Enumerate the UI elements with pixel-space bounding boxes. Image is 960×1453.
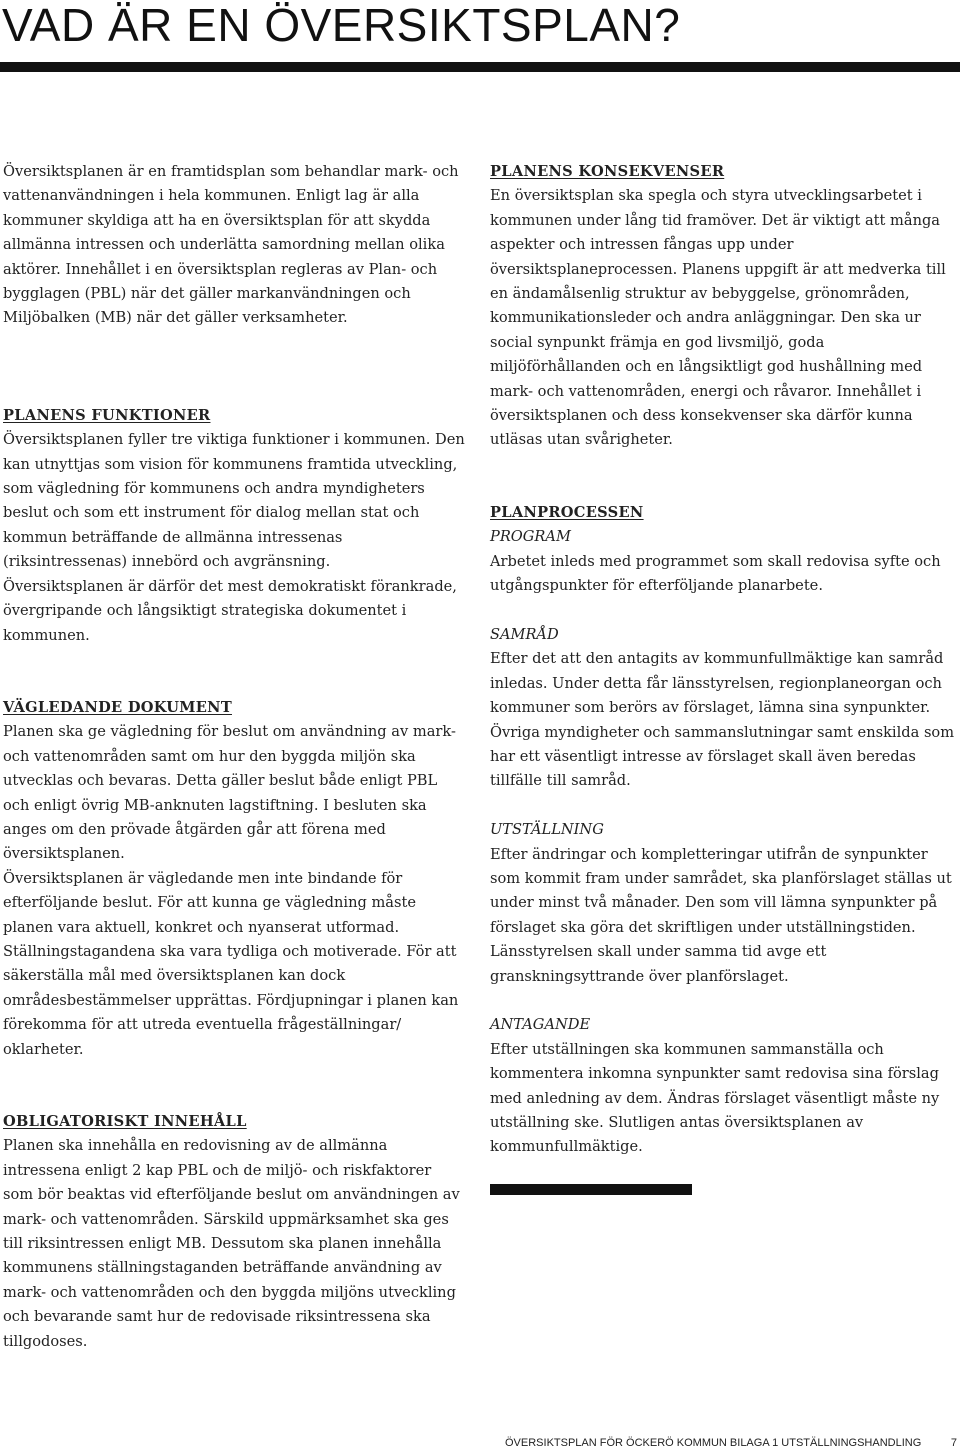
page-footer — [505, 1437, 957, 1449]
left-column — [3, 160, 466, 1354]
phase-title: UTSTÄLLNING — [490, 821, 604, 839]
phase-title: SAMRÅD — [490, 625, 559, 643]
phase-title: ANTAGANDE — [490, 1016, 591, 1034]
section-planens-funktioner — [3, 404, 466, 648]
phase-body: Efter det att den antagits av kommunfullmäktige kan samråd inledas. Under detta får länsstyrelsen, regionplaneorgan och kommuner som berörs av förslaget, lämna sina synpunkter. Övriga myndigheter och sammanslutningar samt enskilda som har ett väsentligt intresse av förslaget skall även beredas tillfälle till samråd. — [490, 650, 955, 790]
section-planens-konsekvenser — [490, 160, 957, 453]
end-bar — [490, 1184, 692, 1195]
title-rule — [0, 62, 960, 72]
phase-program — [490, 525, 957, 598]
section-obligatoriskt-innehall — [3, 1110, 466, 1354]
phase-body: Efter utställningen ska kommunen sammanställa och kommentera inkomna synpunkter samt redovisa sina förslag med anledning av dem. Ändras förslaget väsentligt måste ny utställning ske. Slutligen antas översiktsplanen av kommunfullmäktige. — [490, 1040, 940, 1156]
right-column — [490, 160, 957, 1195]
page-title: VAD ÄR EN ÖVERSIKTSPLAN? — [2, 0, 681, 51]
phase-body: Efter ändringar och kompletteringar utifrån de synpunkter som kommit fram under samrådet, ska planförslaget ställas ut under minst två månader. Den som vill lämna synpunkter på förslaget ska göra det skriftligen under utställningstiden. Länsstyrelsen skall under samma tid avge ett granskningsyttrande över planförslaget. — [490, 845, 952, 985]
phase-samrad — [490, 623, 957, 794]
phase-utstallning — [490, 818, 957, 989]
section-planprocessen — [490, 501, 957, 1160]
section-heading: PLANENS FUNKTIONER — [3, 406, 211, 424]
section-heading: OBLIGATORISKT INNEHÅLL — [3, 1113, 247, 1130]
section-heading: PLANENS KONSEKVENSER — [490, 163, 725, 180]
footer-text: ÖVERSIKTSPLAN FÖR ÖCKERÖ KOMMUN BILAGA 1 UTSTÄLLNINGSHANDLING — [505, 1437, 922, 1449]
page-number: 7 — [950, 1437, 957, 1449]
body-paragraph: Översiktsplanen är därför det mest demokratiskt förankrade, övergripande och långsiktigt strategiska dokumentet i kommunen. — [3, 577, 457, 644]
body-paragraph: Översiktsplanen fyller tre viktiga funktioner i kommunen. Den kan utnyttjas som vision för kommunens framtida utveckling, som vägledning för kommunens och andra myndigheters beslut och som ett instrument för dialog mellan stat och kommun beträffande de allmänna intressenas (riksintressenas) innebörd och avgränsning. — [3, 431, 465, 571]
phase-antagande — [490, 1013, 957, 1159]
section-heading: VÄGLEDANDE DOKUMENT — [3, 698, 232, 716]
body-paragraph: En översiktsplan ska spegla och styra utvecklingsarbetet i kommunen under lång tid framöver. Det är viktigt att många aspekter och intressen fångas upp under översiktsplaneprocessen. Planens uppgift är att medverka till en ändamålsenlig struktur av bebyggelse, grönområden, kommunikationsleder och andra anläggningar. Den ska ur social synpunkt främja en god livsmiljö, goda miljöförhållanden och en långsiktligt god hushållning med mark- och vattenområden, energi och råvaror. Innehållet i översiktsplanen och dess konsekvenser ska därför kunna utläsas utan svårigheter. — [490, 187, 946, 449]
section-heading: PLANPROCESSEN — [490, 503, 644, 521]
intro-paragraph: Översiktsplanen är en framtidsplan som behandlar mark- och vattenanvändningen i hela kommunen. Enligt lag är alla kommuner skyldiga att ha en översiktsplan för att skydda allmänna intressen och underlätta samordning mellan olika aktörer. Innehållet i en översiktsplan regleras av Plan- och bygglagen (PBL) när det gäller markanvändningen och Miljöbalken (MB) när det gäller verksamheter. — [3, 163, 459, 327]
section-vagledande-dokument — [3, 696, 466, 1062]
body-paragraph: Planen ska ge vägledning för beslut om användning av mark- och vattenområden samt om hur den byggda miljön ska utvecklas och bevaras. Detta gäller beslut både enligt PBL och enligt övrig MB-anknuten lagstiftning. I besluten ska anges om den prövade åtgärden går att förena med översiktsplanen. — [3, 723, 456, 863]
phase-body: Arbetet inleds med programmet som skall redovisa syfte och utgångspunkter för efterföljande planarbete. — [490, 552, 941, 595]
phase-title: PROGRAM — [490, 528, 571, 546]
body-paragraph: Översiktsplanen är vägledande men inte bindande för efterföljande beslut. För att kunna ge vägledning måste planen vara aktuell, konkret och nyanserat utformad. Ställningstagandena ska vara tydliga och motiverade. För att säkerställa mål med översiktsplanen kan dock områdesbestämmelser upprättas. Fördjupningar i planen kan förekomma för att utreda eventuella frågeställningar/ oklarheter. — [3, 869, 459, 1058]
body-paragraph: Planen ska innehålla en redovisning av de allmänna intressena enligt 2 kap PBL och de miljö- och riskfaktorer som bör beaktas vid efterföljande beslut om användningen av mark- och vattenområden. Särskild uppmärksamhet ska ges till riksintressen enligt MB. Dessutom ska planen innehålla kommunens ställningstaganden beträffande användning av mark- och vattenområden och den byggda miljöns utveckling och bevarande samt hur de redovisade riksintressena ska tillgodoses. — [3, 1137, 460, 1350]
